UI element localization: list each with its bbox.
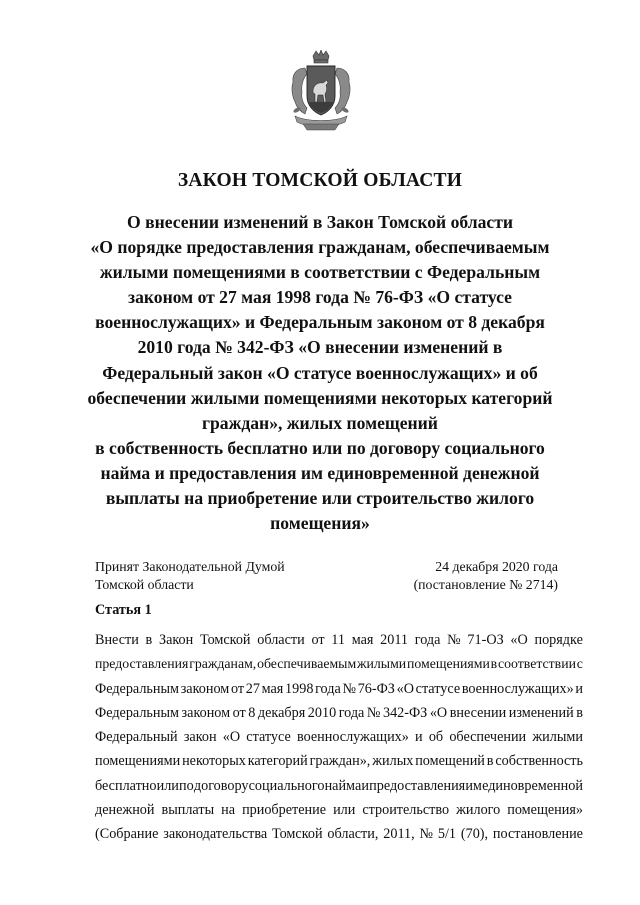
- article-word: от: [311, 632, 325, 648]
- article-word: предоставления: [369, 777, 466, 794]
- article-word: области: [257, 632, 305, 648]
- article-word: Федеральный: [95, 729, 178, 746]
- subtitle-line: выплаты на приобретение или строительство жилого: [105, 488, 535, 509]
- article-word: Томской: [272, 826, 323, 843]
- article-word: года: [414, 632, 441, 648]
- subtitle-line: О внесении изменений в Закон Томской области: [127, 212, 513, 232]
- subtitle-line: жилыми помещениями в соответствии с Федеральным: [99, 262, 541, 283]
- article-word: закон: [183, 729, 217, 746]
- article-word: мая: [261, 680, 284, 697]
- article-word: и: [361, 777, 369, 794]
- article-word: статусе: [415, 680, 461, 697]
- article-word: области,: [327, 826, 379, 843]
- article-word: изменений: [508, 704, 574, 721]
- article-word: на: [221, 802, 236, 819]
- article-word: договору: [193, 777, 249, 794]
- article-word: помещениями: [407, 656, 490, 672]
- article-word: Закон: [158, 632, 194, 648]
- article-word: и: [415, 729, 423, 746]
- adoption-date: [414, 558, 558, 594]
- article-word: 76-ФЗ: [357, 680, 395, 697]
- article-word: 8: [248, 704, 256, 721]
- article-word: жилыми: [532, 729, 583, 746]
- coat-of-arms-icon: [283, 50, 359, 132]
- article-word: с: [576, 656, 583, 672]
- article-word: в: [576, 704, 583, 721]
- subtitle-line: военнослужащих» и Федеральным законом от 8 декабря: [95, 312, 545, 333]
- article-word: года: [338, 704, 365, 721]
- article-line: [95, 798, 583, 822]
- article-line: [95, 749, 583, 773]
- article-word: денежной: [95, 802, 155, 819]
- article-word: 2011,: [383, 826, 415, 843]
- article-line: [95, 677, 583, 701]
- article-word: граждан»,: [309, 753, 371, 770]
- article-word: и: [575, 680, 583, 697]
- article-word: обеспечиваемым: [257, 656, 357, 672]
- article-word: обеспечении: [449, 729, 527, 746]
- article-word: «О: [429, 704, 448, 721]
- article-word: в: [490, 656, 498, 672]
- subtitle-line: в собственность бесплатно или по договору социального: [95, 437, 545, 458]
- article-word: внесении: [449, 704, 507, 721]
- article-word: выплаты: [161, 802, 215, 819]
- adopted-by: [95, 558, 285, 594]
- article-word: статусе: [246, 729, 291, 746]
- subtitle-line: обеспечении жилыми помещениями некоторых категорий: [87, 387, 553, 408]
- article-word: 342-ФЗ: [382, 704, 428, 721]
- article-word: (70),: [460, 826, 489, 843]
- article-word: 71-ОЗ: [467, 632, 504, 648]
- article-word: от: [230, 680, 245, 697]
- adopted-by-line: Томской области: [95, 577, 194, 592]
- resolution-number-line: (постановление № 2714): [413, 577, 558, 592]
- article-line: [95, 725, 583, 749]
- article-word: Федеральным: [95, 680, 180, 697]
- article-word: №: [342, 680, 356, 697]
- article-word: строительство: [362, 802, 450, 819]
- article-word: военнослужащих»: [461, 680, 574, 697]
- article-word: категорий: [247, 753, 308, 770]
- article-word: 1998: [285, 680, 314, 697]
- article-word: Федеральным: [95, 704, 180, 721]
- article-word: законодательства: [163, 826, 268, 843]
- article-word: приобретение: [242, 802, 327, 819]
- subtitle-line: помещения»: [270, 513, 370, 534]
- article-word: единовременной: [482, 777, 583, 794]
- article-word: Внести: [95, 632, 139, 648]
- article-word: «О: [222, 729, 241, 746]
- subtitle-line: законом от 27 мая 1998 года № 76-ФЗ «О статусе: [128, 287, 512, 308]
- article-word: или: [156, 777, 179, 794]
- article-body: [95, 628, 583, 847]
- article-word: 5/1: [437, 826, 457, 843]
- article-word: «О: [510, 632, 528, 648]
- article-line: [95, 822, 583, 846]
- article-word: законом: [180, 680, 230, 697]
- subtitle-line: «О порядке предоставления гражданам, обеспечиваемым: [90, 237, 550, 258]
- article-word: собственность: [495, 753, 583, 770]
- article-heading: Статья 1: [95, 602, 152, 618]
- article-word: по: [179, 777, 194, 794]
- subtitle-line: 2010 года № 342-ФЗ «О внесении изменений в: [137, 337, 503, 358]
- document-title: ЗАКОН ТОМСКОЙ ОБЛАСТИ: [177, 170, 463, 191]
- article-word: законом: [181, 704, 231, 721]
- article-word: Томской: [199, 632, 251, 648]
- article-word: жилого: [456, 802, 501, 819]
- article-word: предоставления: [95, 656, 189, 672]
- article-word: в: [145, 632, 153, 648]
- article-word: №: [447, 632, 461, 648]
- article-word: социального: [248, 777, 325, 794]
- article-line: [95, 628, 583, 652]
- article-word: найма: [324, 777, 362, 794]
- adopted-by-line: Принят Законодательной Думой: [95, 559, 285, 574]
- article-word: жилых: [372, 753, 414, 770]
- article-word: 11: [331, 632, 345, 648]
- article-word: «О: [396, 680, 414, 697]
- article-word: жилыми: [357, 656, 407, 672]
- document-subtitle: [58, 210, 582, 536]
- article-word: постановление: [492, 826, 583, 843]
- article-word: 2010: [307, 704, 337, 721]
- subtitle-line: граждан», жилых помещений: [202, 412, 438, 433]
- article-word: от: [232, 704, 246, 721]
- article-word: некоторых: [182, 753, 246, 770]
- article-line: [95, 652, 583, 676]
- article-word: декабря: [257, 704, 306, 721]
- subtitle-line: Федеральный закон «О статусе военнослужащих» и об: [102, 362, 538, 383]
- article-word: им: [465, 777, 482, 794]
- article-word: бесплатно: [95, 777, 157, 794]
- article-word: года: [315, 680, 341, 697]
- article-word: №: [366, 704, 381, 721]
- article-word: помещениями: [95, 753, 181, 770]
- article-word: 27: [245, 680, 260, 697]
- article-word: 2011: [380, 632, 408, 648]
- article-word: или: [333, 802, 356, 819]
- article-word: военнослужащих»: [296, 729, 409, 746]
- article-word: в: [486, 753, 494, 770]
- article-word: (Собрание: [95, 826, 159, 843]
- article-line: [95, 774, 583, 798]
- article-word: помещения»: [507, 802, 583, 819]
- article-word: мая: [351, 632, 374, 648]
- article-word: порядке: [534, 632, 583, 648]
- article-word: соответствии: [498, 656, 576, 672]
- subtitle-line: найма и предоставления им единовременной денежной: [100, 462, 540, 483]
- article-line: [95, 701, 583, 725]
- article-word: №: [419, 826, 434, 843]
- adoption-date-line: 24 декабря 2020 года: [435, 559, 558, 574]
- article-word: помещений: [415, 753, 485, 770]
- article-word: об: [428, 729, 444, 746]
- article-word: гражданам,: [189, 656, 257, 672]
